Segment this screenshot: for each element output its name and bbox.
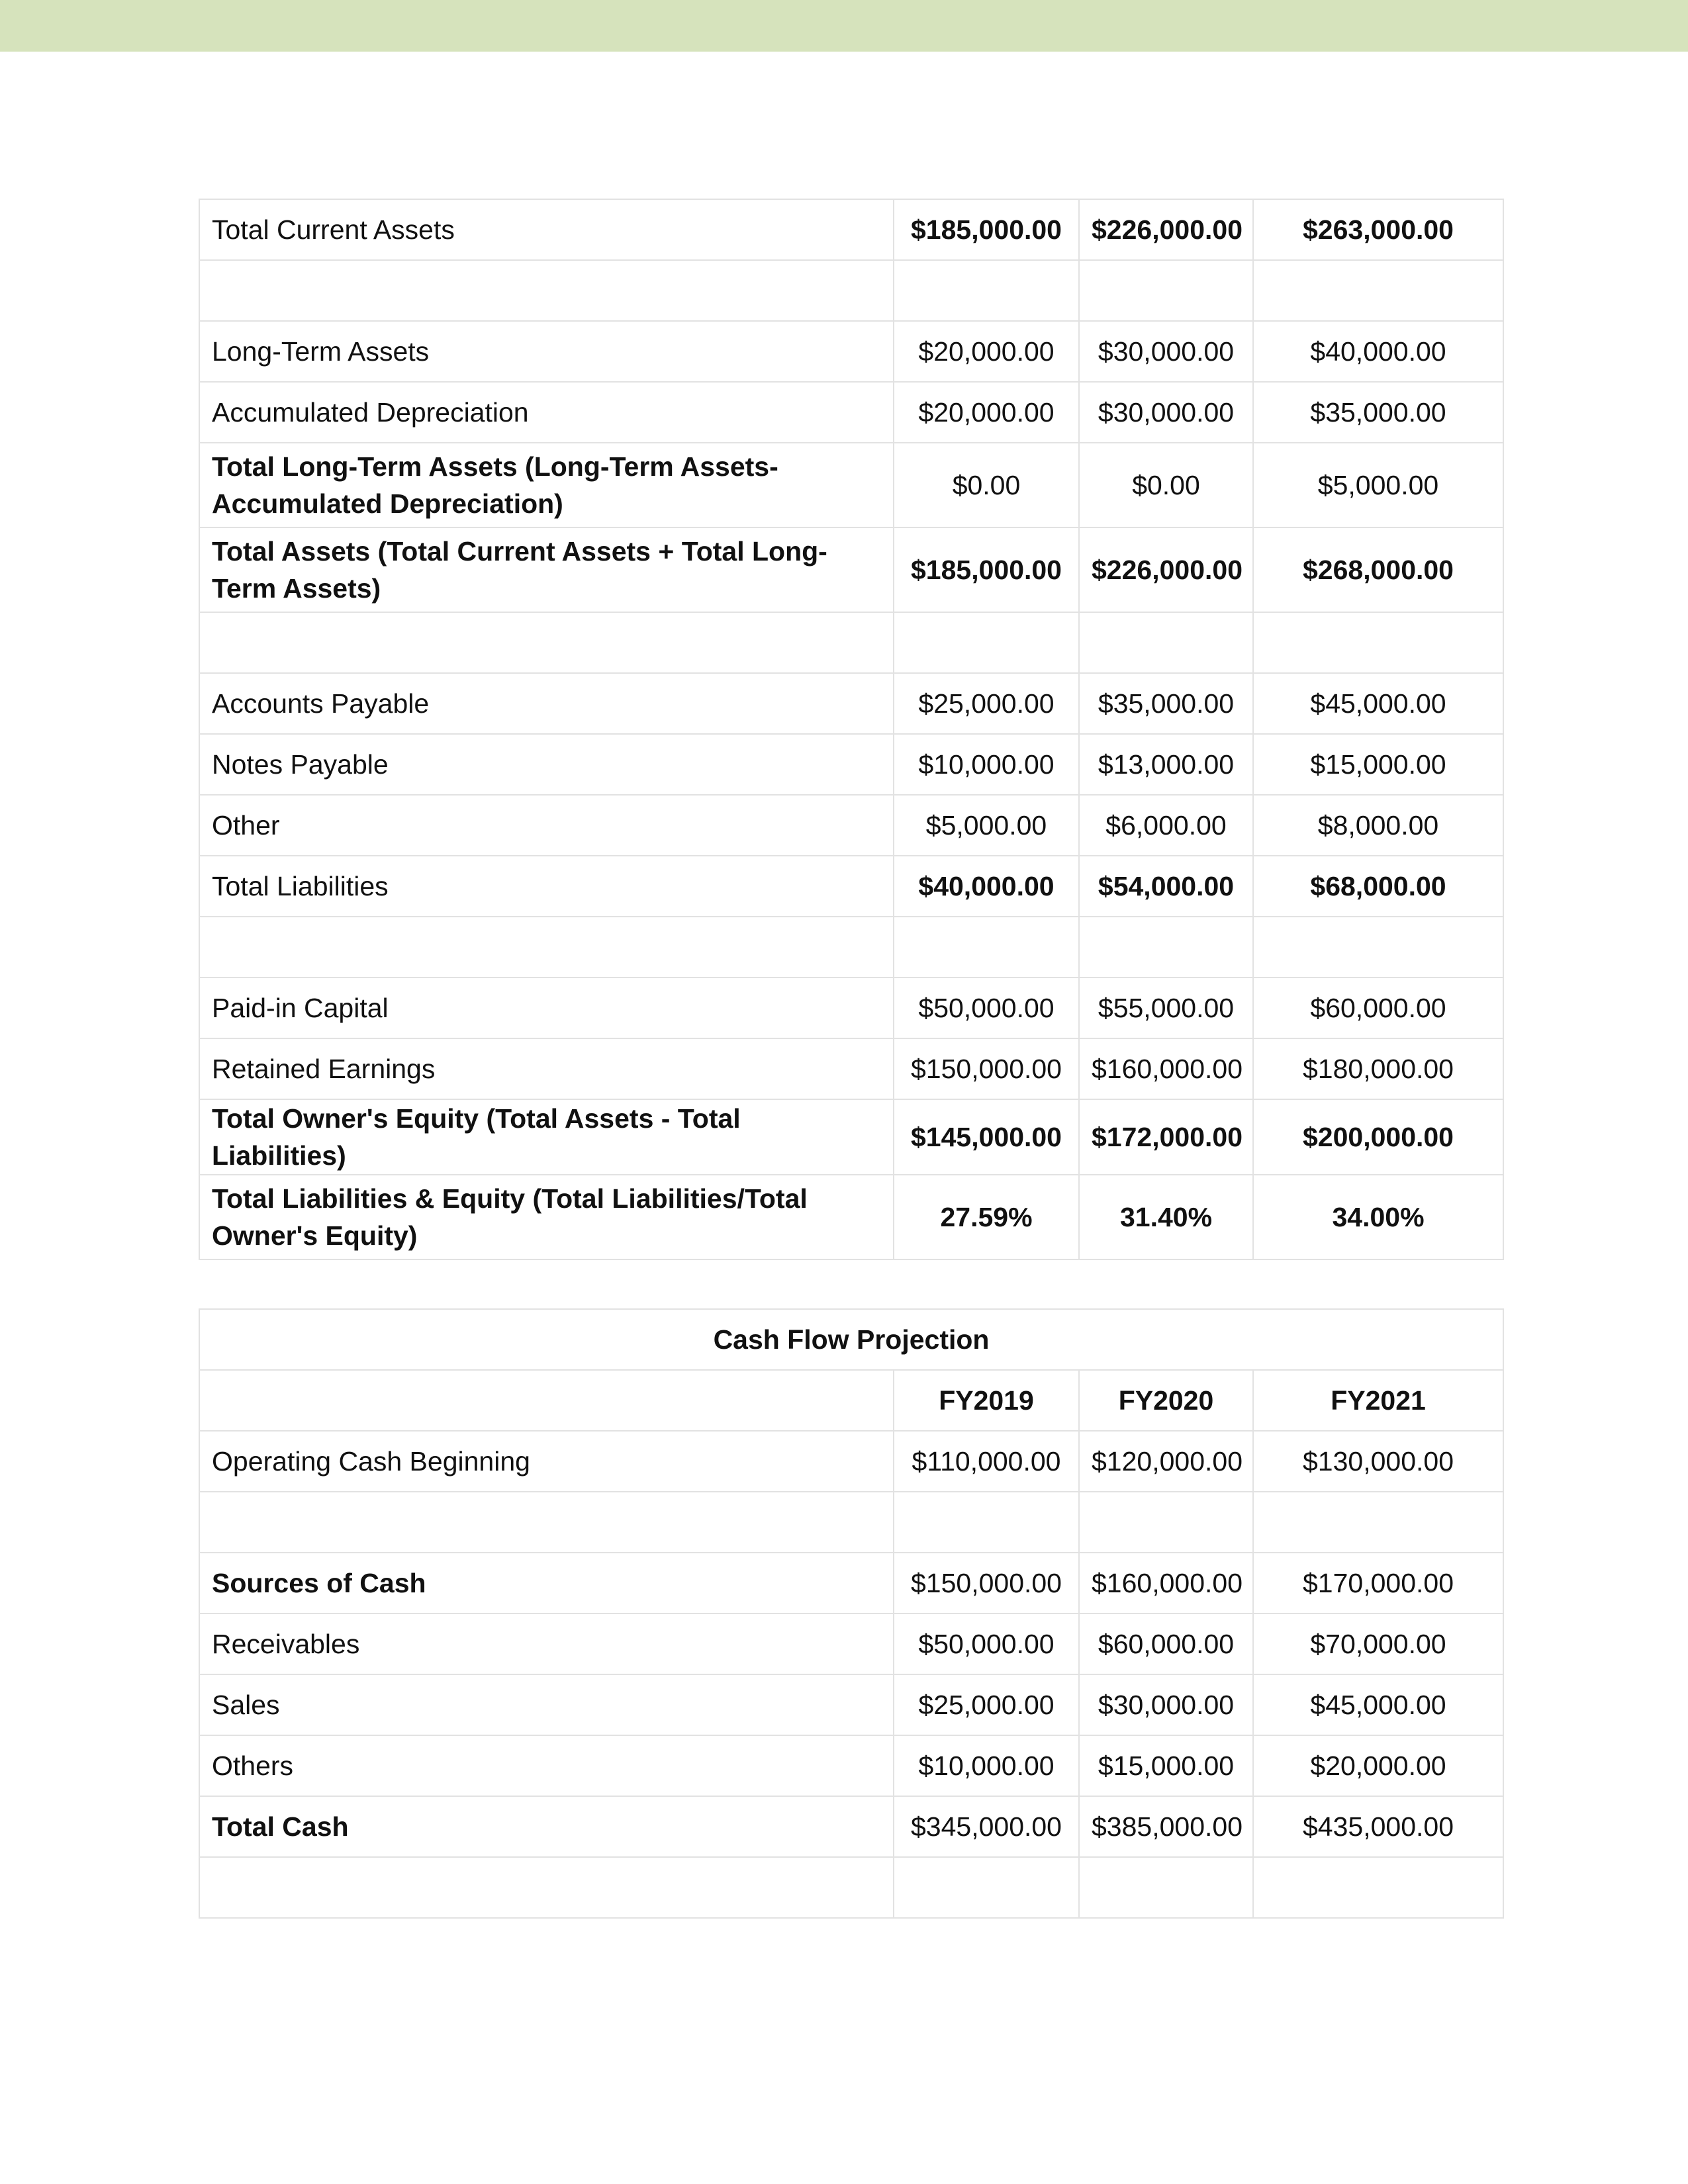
- value-cell: $185,000.00: [894, 199, 1079, 260]
- value-cell: $50,000.00: [894, 1614, 1079, 1674]
- row-label: [199, 1857, 894, 1918]
- value-cell: $120,000.00: [1079, 1431, 1253, 1492]
- table-row: [199, 1553, 1503, 1614]
- row-label: [199, 612, 894, 673]
- value-cell: [1079, 260, 1253, 321]
- value-cell: [1253, 1857, 1503, 1918]
- table-row: [199, 260, 1503, 321]
- value-cell: $55,000.00: [1079, 978, 1253, 1038]
- row-label: Accumulated Depreciation: [199, 382, 894, 443]
- row-label: Total Current Assets: [199, 199, 894, 260]
- value-cell: [1079, 612, 1253, 673]
- row-label: Other: [199, 795, 894, 856]
- balance-sheet-table: [199, 199, 1504, 1260]
- table-row: [199, 917, 1503, 978]
- row-label: Total Assets (Total Current Assets + Total Long-Term Assets): [199, 527, 894, 612]
- table-row: [199, 795, 1503, 856]
- row-label: [199, 917, 894, 978]
- value-cell: $5,000.00: [1253, 443, 1503, 527]
- value-cell: $150,000.00: [894, 1553, 1079, 1614]
- table-row: [199, 527, 1503, 612]
- table-row: [199, 1674, 1503, 1735]
- table-row: [199, 1431, 1503, 1492]
- row-label: Long-Term Assets: [199, 321, 894, 382]
- value-cell: $60,000.00: [1253, 978, 1503, 1038]
- row-label: Total Long-Term Assets (Long-Term Assets-Accumulated Depreciation): [199, 443, 894, 527]
- value-cell: $60,000.00: [1079, 1614, 1253, 1674]
- value-cell: [894, 1492, 1079, 1553]
- row-label: Total Cash: [199, 1796, 894, 1857]
- table-row: [199, 1735, 1503, 1796]
- table-row: [199, 673, 1503, 734]
- value-cell: $160,000.00: [1079, 1553, 1253, 1614]
- year-header: FY2020: [1079, 1370, 1253, 1431]
- value-cell: [894, 917, 1079, 978]
- table-row: [199, 1038, 1503, 1099]
- value-cell: [1079, 1857, 1253, 1918]
- row-label: Total Liabilities: [199, 856, 894, 917]
- row-label: Accounts Payable: [199, 673, 894, 734]
- value-cell: $20,000.00: [894, 321, 1079, 382]
- table-title-row: [199, 1309, 1503, 1370]
- value-cell: $345,000.00: [894, 1796, 1079, 1857]
- value-cell: $10,000.00: [894, 1735, 1079, 1796]
- table-row: [199, 443, 1503, 527]
- row-label: [199, 1492, 894, 1553]
- row-label: [199, 260, 894, 321]
- value-cell: $20,000.00: [894, 382, 1079, 443]
- value-cell: $70,000.00: [1253, 1614, 1503, 1674]
- row-label: Notes Payable: [199, 734, 894, 795]
- value-cell: $185,000.00: [894, 527, 1079, 612]
- value-cell: [1079, 1492, 1253, 1553]
- row-label: Paid-in Capital: [199, 978, 894, 1038]
- value-cell: $385,000.00: [1079, 1796, 1253, 1857]
- table-row: [199, 1796, 1503, 1857]
- value-cell: 27.59%: [894, 1175, 1079, 1259]
- table-row: [199, 856, 1503, 917]
- value-cell: $200,000.00: [1253, 1099, 1503, 1175]
- header-color-band: [0, 0, 1688, 52]
- value-cell: $15,000.00: [1079, 1735, 1253, 1796]
- value-cell: [1079, 917, 1253, 978]
- value-cell: $30,000.00: [1079, 382, 1253, 443]
- value-cell: $0.00: [894, 443, 1079, 527]
- value-cell: $130,000.00: [1253, 1431, 1503, 1492]
- value-cell: $54,000.00: [1079, 856, 1253, 917]
- table-row: [199, 1614, 1503, 1674]
- row-label: Total Owner's Equity (Total Assets - Total Liabilities): [199, 1099, 894, 1175]
- year-header: FY2019: [894, 1370, 1079, 1431]
- row-label: Receivables: [199, 1614, 894, 1674]
- row-label: Retained Earnings: [199, 1038, 894, 1099]
- table-row: [199, 1492, 1503, 1553]
- value-cell: $25,000.00: [894, 673, 1079, 734]
- table-row: [199, 1175, 1503, 1259]
- value-cell: $25,000.00: [894, 1674, 1079, 1735]
- cash-flow-table: [199, 1308, 1504, 1919]
- value-cell: 34.00%: [1253, 1175, 1503, 1259]
- value-cell: [1253, 260, 1503, 321]
- value-cell: $150,000.00: [894, 1038, 1079, 1099]
- year-header: FY2021: [1253, 1370, 1503, 1431]
- value-cell: $35,000.00: [1079, 673, 1253, 734]
- value-cell: $172,000.00: [1079, 1099, 1253, 1175]
- table-row: [199, 978, 1503, 1038]
- table-row: [199, 321, 1503, 382]
- value-cell: $0.00: [1079, 443, 1253, 527]
- value-cell: $263,000.00: [1253, 199, 1503, 260]
- value-cell: $226,000.00: [1079, 199, 1253, 260]
- value-cell: [1253, 917, 1503, 978]
- value-cell: $68,000.00: [1253, 856, 1503, 917]
- table-row: [199, 1099, 1503, 1175]
- value-cell: $226,000.00: [1079, 527, 1253, 612]
- table-row: [199, 382, 1503, 443]
- value-cell: $160,000.00: [1079, 1038, 1253, 1099]
- value-cell: $20,000.00: [1253, 1735, 1503, 1796]
- value-cell: $180,000.00: [1253, 1038, 1503, 1099]
- value-cell: 31.40%: [1079, 1175, 1253, 1259]
- value-cell: $40,000.00: [894, 856, 1079, 917]
- value-cell: $110,000.00: [894, 1431, 1079, 1492]
- value-cell: $45,000.00: [1253, 673, 1503, 734]
- value-cell: [894, 1857, 1079, 1918]
- value-cell: $40,000.00: [1253, 321, 1503, 382]
- table-row: [199, 199, 1503, 260]
- row-label: Operating Cash Beginning: [199, 1431, 894, 1492]
- value-cell: [894, 260, 1079, 321]
- value-cell: $45,000.00: [1253, 1674, 1503, 1735]
- value-cell: $35,000.00: [1253, 382, 1503, 443]
- table-row: [199, 612, 1503, 673]
- value-cell: $30,000.00: [1079, 1674, 1253, 1735]
- value-cell: $435,000.00: [1253, 1796, 1503, 1857]
- row-label: Total Liabilities & Equity (Total Liabilities/Total Owner's Equity): [199, 1175, 894, 1259]
- value-cell: $145,000.00: [894, 1099, 1079, 1175]
- value-cell: [894, 612, 1079, 673]
- value-cell: $13,000.00: [1079, 734, 1253, 795]
- value-cell: $50,000.00: [894, 978, 1079, 1038]
- row-label: Sources of Cash: [199, 1553, 894, 1614]
- value-cell: [1253, 1492, 1503, 1553]
- value-cell: $8,000.00: [1253, 795, 1503, 856]
- value-cell: $268,000.00: [1253, 527, 1503, 612]
- value-cell: $30,000.00: [1079, 321, 1253, 382]
- row-label: Others: [199, 1735, 894, 1796]
- table-header-row: [199, 1370, 1503, 1431]
- table-row: [199, 734, 1503, 795]
- header-blank-cell: [199, 1370, 894, 1431]
- table-row: [199, 1857, 1503, 1918]
- value-cell: $10,000.00: [894, 734, 1079, 795]
- value-cell: $5,000.00: [894, 795, 1079, 856]
- cash-flow-title: Cash Flow Projection: [199, 1309, 1503, 1370]
- value-cell: $6,000.00: [1079, 795, 1253, 856]
- value-cell: $170,000.00: [1253, 1553, 1503, 1614]
- row-label: Sales: [199, 1674, 894, 1735]
- value-cell: $15,000.00: [1253, 734, 1503, 795]
- value-cell: [1253, 612, 1503, 673]
